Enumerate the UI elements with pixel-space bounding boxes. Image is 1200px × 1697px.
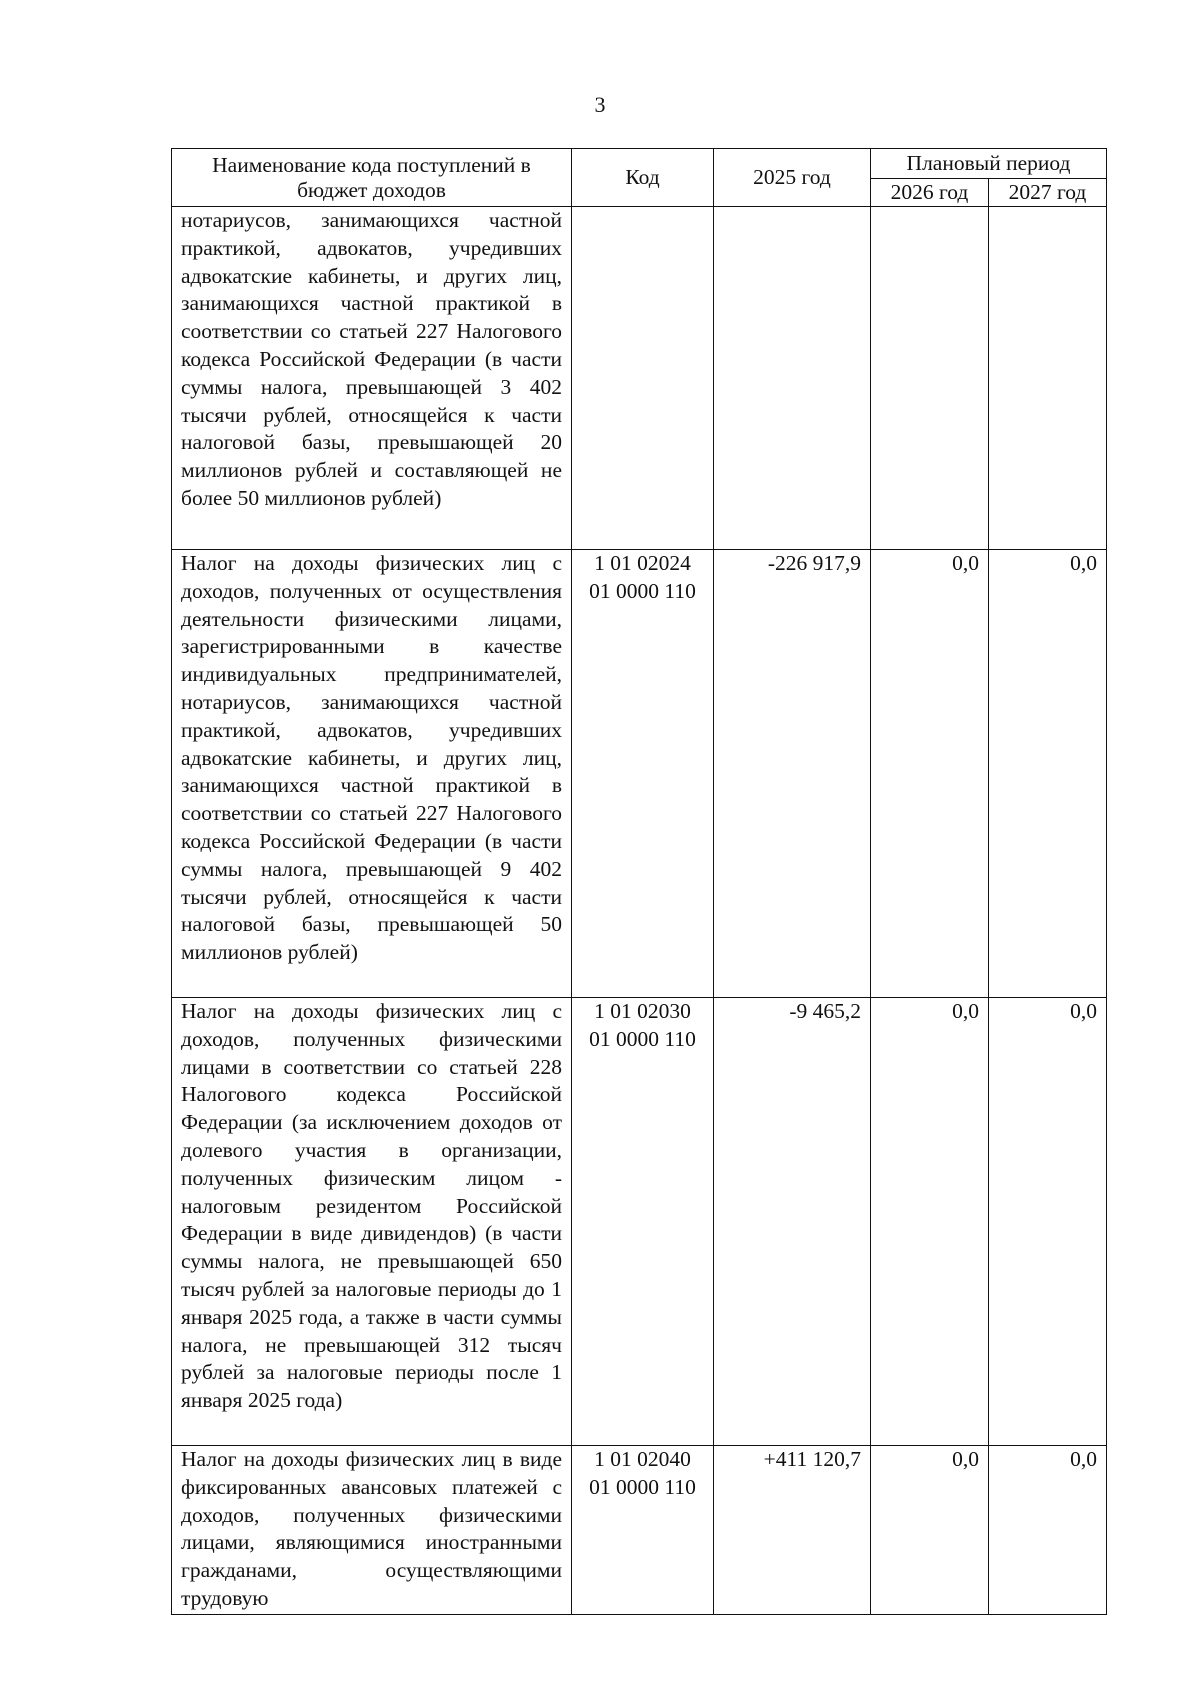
row-code [572,207,714,550]
row-value-2025: -9 465,2 [714,998,871,1446]
header-2025: 2025 год [714,149,871,207]
header-code: Код [572,149,714,207]
header-2026: 2026 год [871,179,989,207]
row-name: Налог на доходы физических лиц с доходов, полученных от осуществления деятельности физическими лицами, зарегистрированными в качестве индивидуальных предпринимателей, нотариусов, занимающихся частной практикой, адвокатов, учредивших адвокатские кабинеты, и других лиц, занимающихся частной практикой в соответствии со статьей 227 Налогового кодекса Российской Федерации (в части суммы налога, превышающей 9 402 тысячи рублей, относящейся к части налоговой базы, превышающей 50 миллионов рублей) [172,550,572,998]
row-value-2026 [871,207,989,550]
row-code: 1 01 02024 01 0000 110 [572,550,714,998]
row-value-2026: 0,0 [871,998,989,1446]
row-name: Налог на доходы физических лиц с доходов, полученных физическими лицами в соответствии со статьей 228 Налогового кодекса Российской Федерации (за исключением доходов от долевого участия в организации, полученных физическим лицом - налоговым резидентом Российской Федерации в виде дивидендов) (в части суммы налога, не превышающей 650 тысяч рублей за налоговые периоды до 1 января 2025 года, а также в части суммы налога, не превышающей 312 тысяч рублей за налоговые периоды после 1 января 2025 года) [172,998,572,1446]
row-value-2026: 0,0 [871,550,989,998]
row-value-2027: 0,0 [989,998,1107,1446]
row-value-2027: 0,0 [989,1446,1107,1615]
header-2027: 2027 год [989,179,1107,207]
table-row [172,550,1107,998]
table-row [172,207,1107,550]
row-value-2025: +411 120,7 [714,1446,871,1615]
row-code: 1 01 02030 01 0000 110 [572,998,714,1446]
row-name: нотариусов, занимающихся частной практикой, адвокатов, учредивших адвокатские кабинеты, и других лиц, занимающихся частной практикой в соответствии со статьей 227 Налогового кодекса Российской Федерации (в части суммы налога, превышающей 3 402 тысячи рублей, относящейся к части налоговой базы, превышающей 20 миллионов рублей и составляющей не более 50 миллионов рублей) [172,207,572,550]
table-row [172,998,1107,1446]
row-value-2025: -226 917,9 [714,550,871,998]
row-value-2027 [989,207,1107,550]
row-code: 1 01 02040 01 0000 110 [572,1446,714,1615]
table-row [172,1446,1107,1615]
revenue-table [171,148,1107,1615]
row-value-2026: 0,0 [871,1446,989,1615]
row-name: Налог на доходы физических лиц в виде фиксированных авансовых платежей с доходов, полученных физическими лицами, являющимися иностранными гражданами, осуществляющими трудовую [172,1446,572,1615]
page-number: 3 [594,92,606,117]
header-planning-period: Плановый период [871,149,1107,179]
row-value-2025 [714,207,871,550]
row-value-2027: 0,0 [989,550,1107,998]
header-name: Наименование кода поступлений в бюджет доходов [172,149,572,207]
